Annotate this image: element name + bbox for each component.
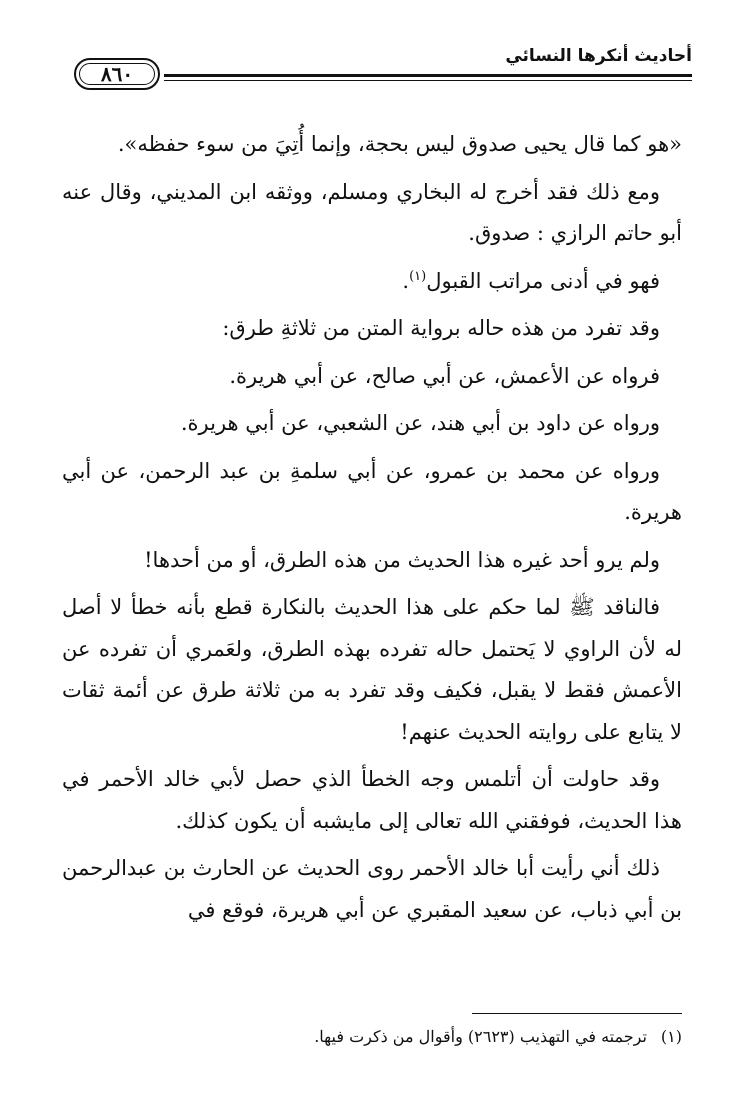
paragraph: فرواه عن الأعمش، عن أبي صالح، عن أبي هريرة.	[229, 363, 660, 388]
running-header	[56, 38, 692, 98]
paragraph: فالناقد ﷺ لما حكم على هذا الحديث بالنكارة قطع بأنه خطأ لا أصل له لأن الراوي لا يَحتمل حاله تفرده بهذه الطرق، ولعَمري أن تفرده عن الأعمش فقط لا يقبل، فكيف وقد تفرد به من ثلاثة طرق عن أئمة ثقات لا يتابع على روايته الحديث عنهم!	[62, 595, 682, 744]
footnote-separator	[472, 1013, 682, 1014]
footnote-mark: (١)	[660, 1027, 682, 1046]
body-text	[62, 124, 682, 937]
header-rule	[164, 74, 692, 81]
header-title: أحاديث أنكرها النسائي	[505, 46, 692, 66]
page-number-frame	[74, 58, 160, 90]
paragraph: وقد تفرد من هذه حاله برواية المتن من ثلاثةِ طرق:	[222, 316, 660, 340]
footnote-reference: (١)	[409, 268, 427, 284]
footnote	[62, 1024, 682, 1050]
paragraph: ذلك أني رأيت أبا خالد الأحمر روى الحديث عن الحارث بن عبدالرحمن بن أبي ذباب، عن سعيد المقبري عن أبي هريرة، فوقع في	[62, 856, 682, 922]
paragraph: ورواه عن داود بن أبي هند، عن الشعبي، عن أبي هريرة.	[180, 411, 660, 435]
paragraph: وقد حاولت أن أتلمس وجه الخطأ الذي حصل لأبي خالد الأحمر في هذا الحديث، فوفقني الله تعالى إلى مايشبه أن يكون كذلك.	[62, 767, 682, 833]
footnote-text: ترجمته في التهذيب (٢٦٢٣) وأقوال من ذكرت فيها.	[314, 1027, 647, 1046]
page-number: ٨٦٠	[100, 62, 134, 86]
paragraph: ومع ذلك فقد أخرج له البخاري ومسلم، ووثقه ابن المديني، وقال عنه أبو حاتم الرازي : صدوق.	[62, 179, 682, 245]
paragraph: ورواه عن محمد بن عمرو، عن أبي سلمةِ بن عبد الرحمن، عن أبي هريرة.	[62, 458, 682, 524]
paragraph: «هو كما قال يحيى صدوق ليس بحجة، وإنما أُتِيَ من سوء حفظه».	[117, 132, 682, 156]
paragraph: ولم يرو أحد غيره هذا الحديث من هذه الطرق، أو من أحدها!	[144, 547, 660, 572]
paragraph: فهو في أدنى مراتب القبول$^{(١)}$.	[402, 268, 660, 293]
